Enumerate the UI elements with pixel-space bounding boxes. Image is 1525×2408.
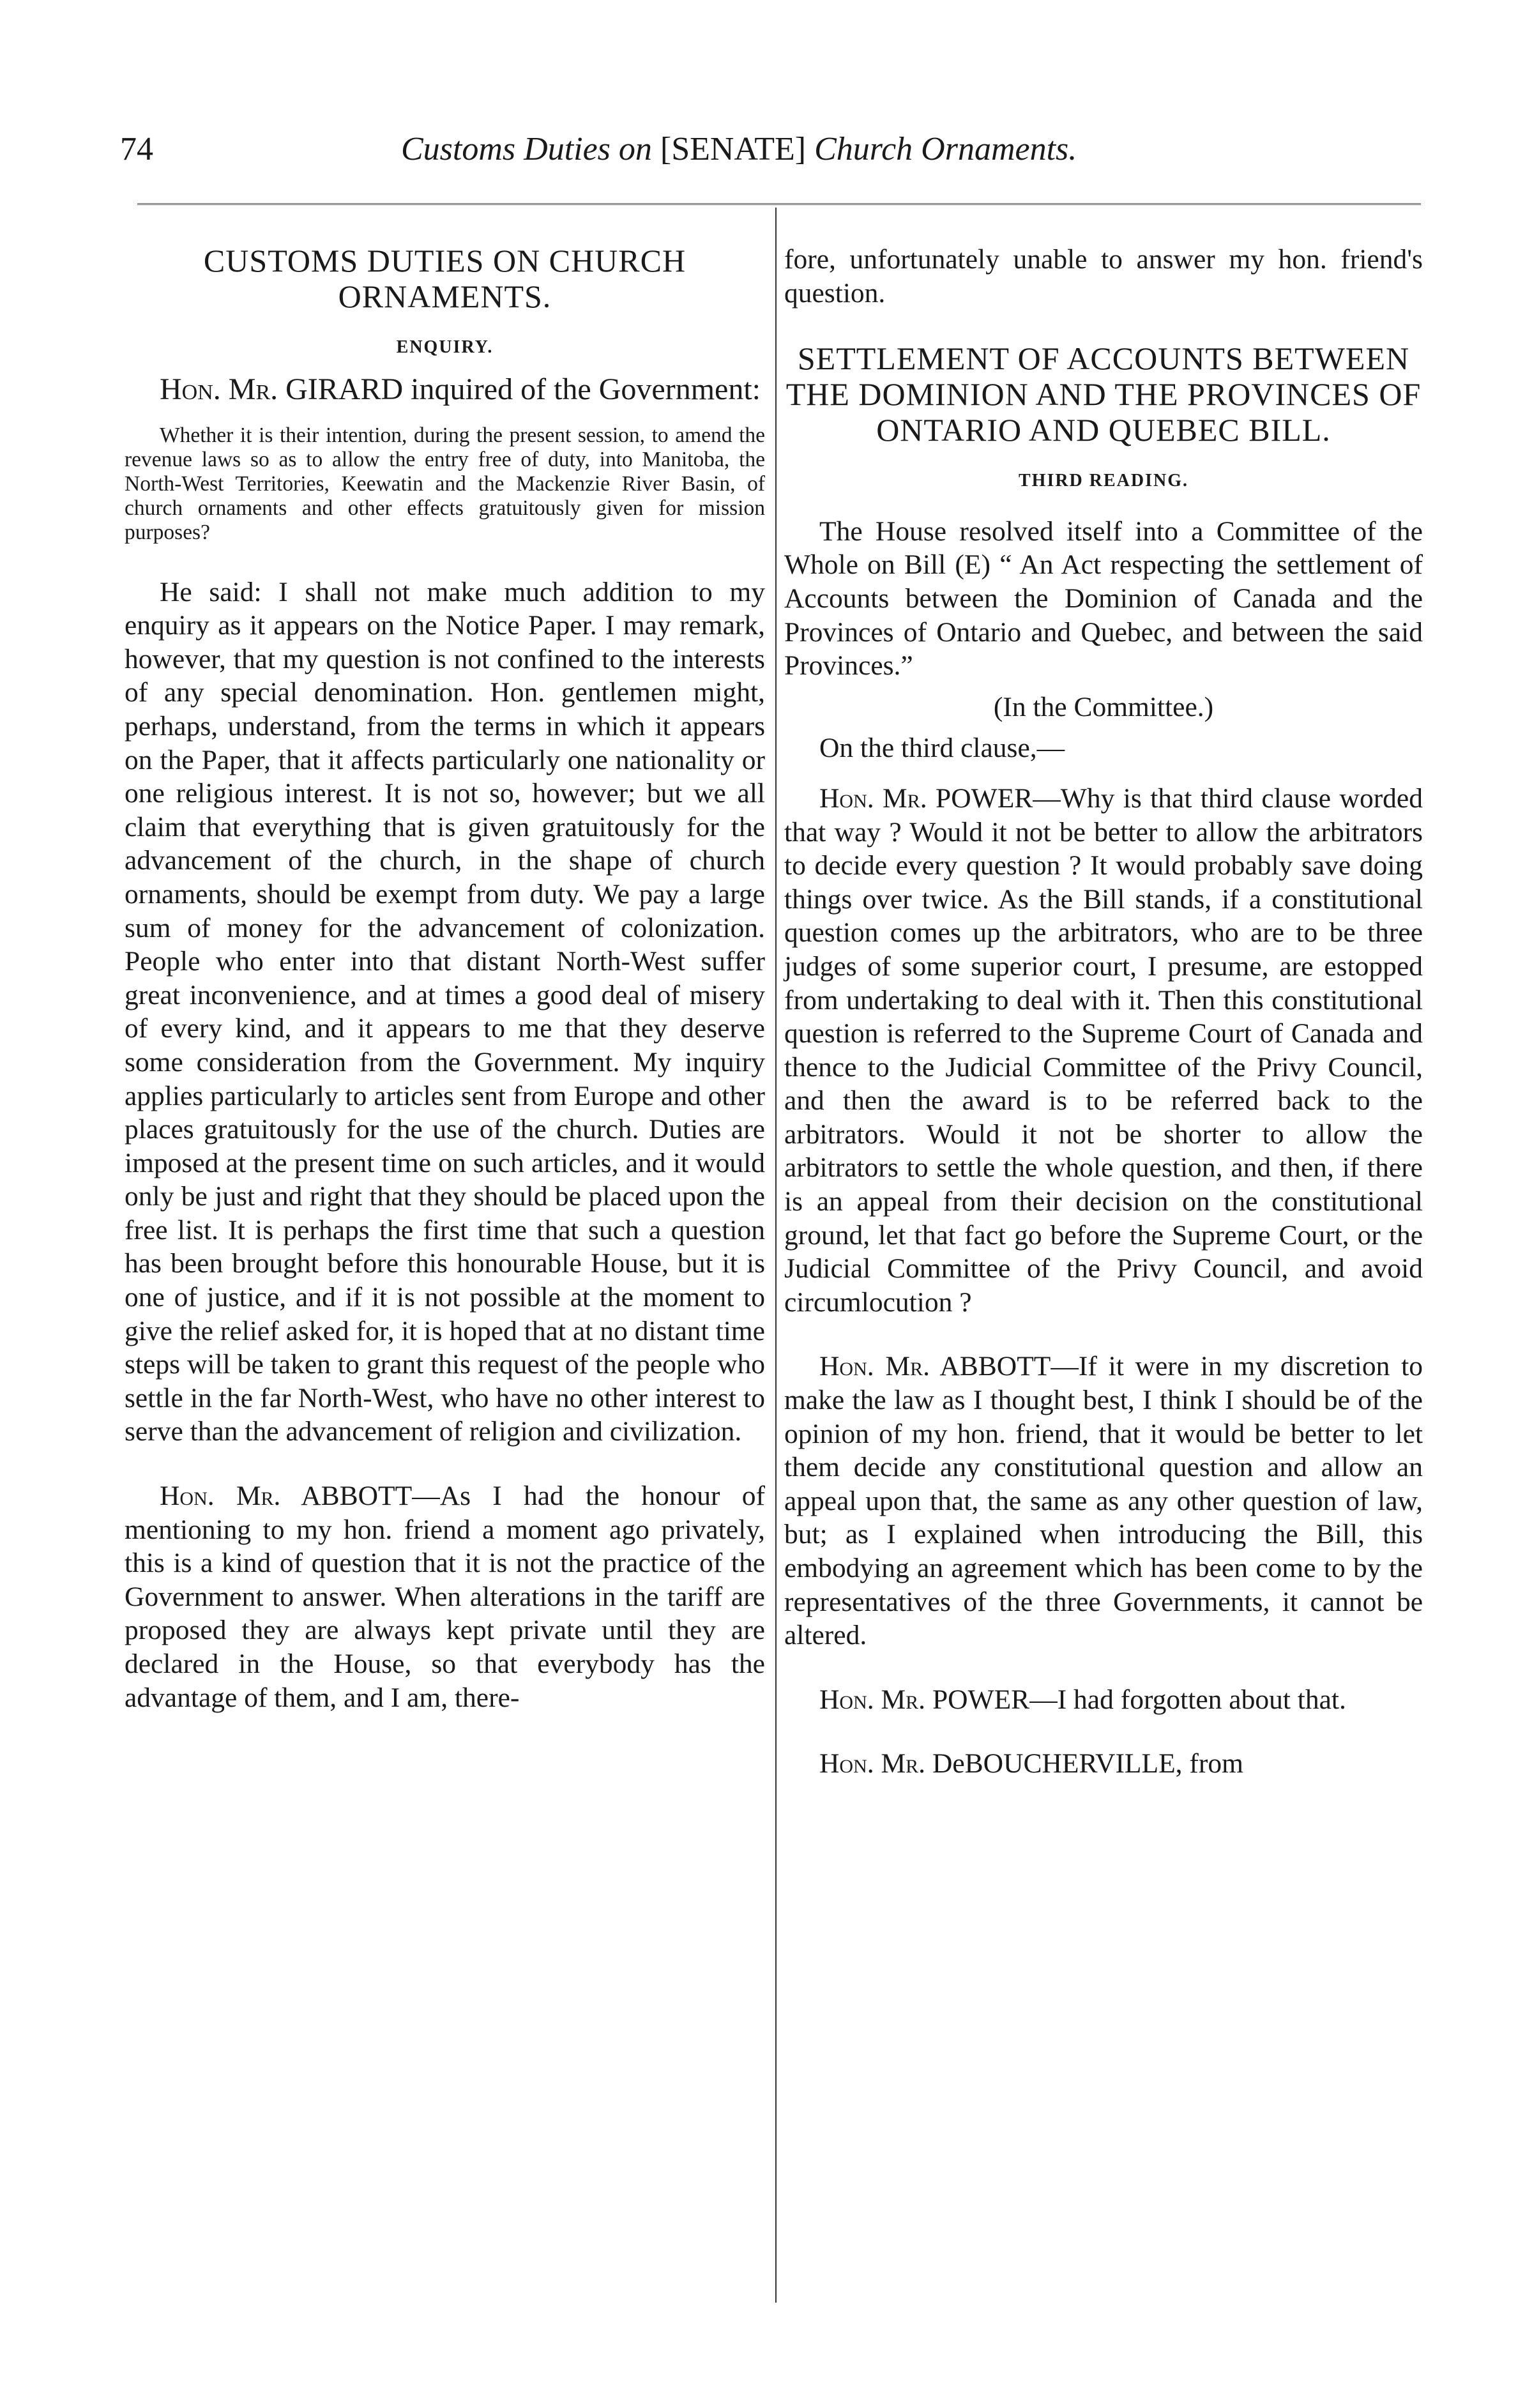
running-title-right: Church Ornaments.: [814, 131, 1077, 167]
section-subheading: THIRD READING.: [1018, 471, 1189, 491]
page-number: 74: [120, 131, 153, 167]
speech-paragraph: [784, 1683, 1423, 1717]
right-column: [784, 243, 1423, 1781]
speech-paragraph: [784, 782, 1423, 1320]
speaker-title: Hon. Mr.: [819, 782, 927, 814]
committee-note: (In the Committee.): [993, 691, 1214, 722]
speech-text: ABBOTT—As I had the honour of mentioning to my hon. friend a moment ago privately, this is a kind of question that it is not the practice of the Government to answer. When alterations in the tariff are proposed they are always kept private until they are declared in the House, so that everybody has the advantage of them, and I am, there-: [125, 1481, 765, 1713]
speech-paragraph: [125, 372, 765, 407]
column-divider: [775, 208, 777, 2303]
speaker-title: Hon. Mr.: [819, 1748, 926, 1779]
enquiry-quote: Whether it is their intention, during the present session, to amend the revenue laws so as to allow the entry free of duty, into Manitoba, the North-West Territories, Keewatin and the Mackenzie River Basin, of church ornaments and other effects gratuitously given for mission purposes?: [125, 423, 765, 544]
speaker-title: Hon. Mr.: [160, 372, 278, 406]
left-column: [125, 243, 765, 1714]
section-subheading: ENQUIRY.: [396, 337, 494, 357]
speech-text: ABBOTT—If it were in my discretion to make the law as I thought best, I think I should be of the opinion of my hon. friend, that it would be better to let them decide any constitutional question and allow an appeal upon that, the same as any other question of law, but; as I explained when introducing the Bill, this embodying an agreement which has been come to by the representatives of the three Governments, it cannot be altered.: [784, 1351, 1423, 1651]
section-heading: CUSTOMS DUTIES ON CHURCH ORNAMENTS.: [203, 243, 687, 314]
speech-text: POWER—Why is that third clause worded that way ? Would it not be better to allow the arbitrators to decide every question ? It would probably save doing things over twice. As the Bill stands, if a constitutional question comes up the arbitrators, who are to be three judges of some superior court, I presume, are estopped from undertaking to deal with it. Then this constitutional question is referred to the Supreme Court of Canada and thence to the Judicial Committee of the Privy Council, and then the award is to be referred back to the arbitrators. Would it not be shorter to allow the arbitrators to settle the whole question, and then, if there is an appeal from their decision on the constitutional ground, let that fact go before the Supreme Court, or the Judicial Committee of the Privy Council, and avoid circumlocution ?: [784, 782, 1423, 1318]
running-title-left: Customs Duties on: [401, 131, 652, 167]
body-paragraph: The House resolved itself into a Committee of the Whole on Bill (E) “ An Act respecting the settlement of Accounts between the Dominion of Canada and the Provinces of Ontario and Quebec, and between the said Provinces.”: [784, 515, 1423, 682]
header-rule: [137, 203, 1421, 205]
speech-paragraph: He said: I shall not make much addition to my enquiry as it appears on the Notice Paper. I may remark, however, that my question is not confined to the interests of any special denomination. Hon. gentlemen might, perhaps, understand, from the terms in which it appears on the Paper, that it affects particularly one nationality or one religious interest. It is not so, however; but we all claim that everything that is given gratuitously for the advancement of the church, in the shape of church ornaments, should be exempt from duty. We pay a large sum of money for the advancement of colonization. People who enter into that distant North-West suffer great inconvenience, and at times a good deal of misery of every kind, and it appears to me that they deserve some consideration from the Government. My inquiry applies particularly to articles sent from Europe and other places gratuitously for the use of the church. Duties are imposed at the present time on such articles, and it would only be just and right that they should be placed upon the free list. It is perhaps the first time that such a question has been brought before this honourable House, but it is one of justice, and if it is not possible at the moment to give the relief asked for, it is hoped that at no distant time steps will be taken to grant this request of the people who settle in the far North-West, who have no other interest to serve than the advancement of religion and civilization.: [125, 576, 765, 1447]
speech-paragraph: [125, 1479, 765, 1714]
speech-paragraph: [784, 1350, 1423, 1652]
continued-text: fore, unfortunately unable to answer my hon. friend's question.: [784, 244, 1423, 309]
clause-note: On the third clause,—: [819, 733, 1065, 764]
running-title: [401, 130, 1077, 168]
speech-text: DeBOUCHERVILLE, from: [925, 1748, 1243, 1779]
speaker-title: Hon. Mr.: [160, 1481, 281, 1512]
running-header: [120, 130, 1416, 188]
chamber-label: [SENATE]: [660, 131, 807, 167]
speech-text: GIRARD inquired of the Government:: [278, 372, 761, 406]
speaker-title: Hon. Mr.: [819, 1684, 926, 1715]
speaker-title: Hon. Mr.: [819, 1351, 930, 1382]
speech-text: POWER—I had forgotten about that.: [925, 1684, 1346, 1715]
speech-paragraph: [784, 1747, 1423, 1781]
section-heading: SETTLEMENT OF ACCOUNTS BETWEEN THE DOMINION AND THE PROVINCES OF ONTARIO AND QUEBEC BILL.: [785, 340, 1422, 448]
